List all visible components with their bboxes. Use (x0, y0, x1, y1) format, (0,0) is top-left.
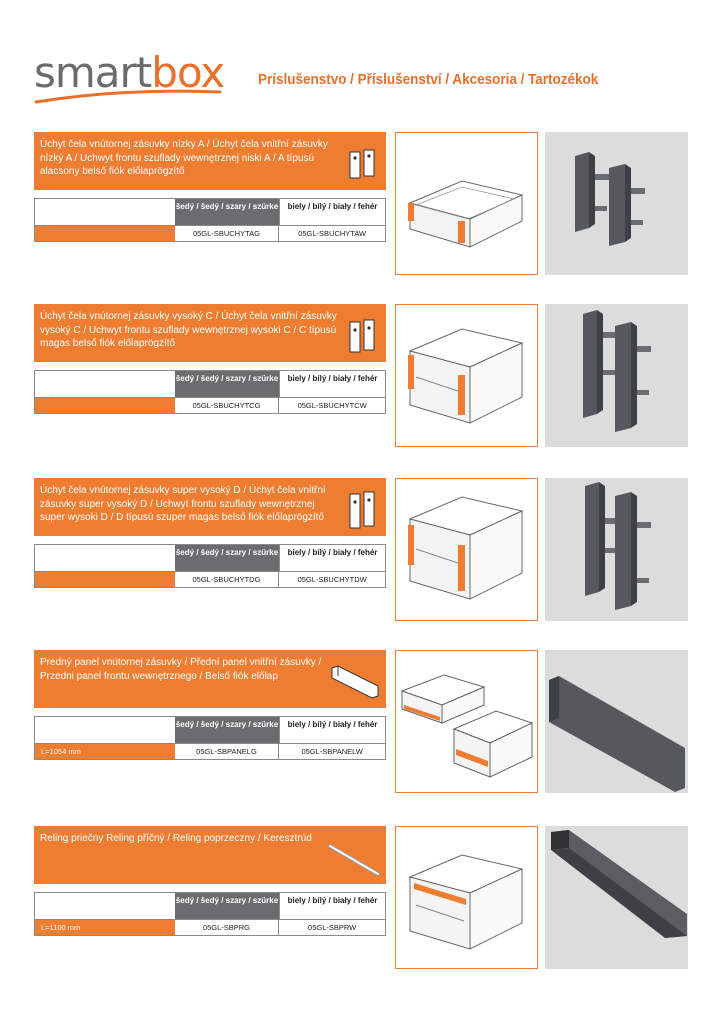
code-grey: 05GL-SBPANELG (196, 747, 257, 756)
product-table (34, 544, 386, 588)
front-panel-icon (330, 664, 380, 700)
logo-text-smart: smart (34, 48, 152, 97)
bracket-pair-photo (545, 304, 688, 447)
drawer-diagram-frame (395, 304, 538, 447)
length-cell (35, 572, 175, 587)
code-white: 05GL-SBPANELW (278, 744, 385, 759)
front-panel-photo (545, 650, 688, 793)
product-title: Úchyt čela vnútornej zásuvky vysoký C / Úchyt čela vnitřní zásuvky vysoký C / Uchwyt frontu szuflady wewnętrznej wysoki C / C típusú magas belső fiók előlaprögzítő (40, 311, 337, 349)
front-fixing-bracket-icon (346, 144, 380, 182)
drawer-high-diagram (396, 305, 536, 445)
product-title-box (34, 304, 386, 362)
logo-text-box: box (151, 48, 225, 97)
grey-color-header: šedý / šedý / szary / szürke (175, 893, 279, 919)
product-table (34, 892, 386, 936)
code-white: 05GL-SBUCHYTAW (278, 226, 385, 241)
grey-color-header: šedý / šedý / szary / szürke (175, 199, 279, 225)
product-title: Predný panel vnútornej zásuvky / Přední panel vnitřní zásuvky / Przedni panel frontu wewnętrznego / Belső fiók előlap (40, 657, 322, 682)
cross-rail-photo (545, 826, 688, 969)
product-title-box (34, 478, 386, 536)
grey-color-header: šedý / šedý / szary / szürke (175, 545, 279, 571)
length-cell (35, 398, 175, 413)
white-color-header: biely / bílý / biały / fehér (279, 893, 385, 919)
grey-color-header: šedý / šedý / szary / szürke (175, 371, 279, 397)
code-grey: 05GL-SBUCHYTDG (192, 575, 261, 584)
code-grey: 05GL-SBPRG (202, 923, 251, 932)
product-table (34, 716, 386, 760)
drawer-low-diagram (396, 133, 536, 273)
cross-rail-icon (326, 842, 382, 880)
product-title: Úchyt čela vnútornej zásuvky super vysoký D / Úchyt čela vnitřní zásuvky super vysoký D / Uchwyt frontu szuflady wewnętrznej super wysoki D / D típusú szuper magas belső fiók előlaprögzítő (40, 485, 326, 523)
product-title: Reling priečny Reling příčný / Reling poprzeczny / Keresztrúd (40, 833, 312, 844)
product-photo-frame (545, 826, 688, 969)
code-white: 05GL-SBPRW (278, 920, 385, 935)
code-white: 05GL-SBUCHYTDW (278, 572, 385, 587)
product-photo-frame (545, 304, 688, 447)
product-photo-frame (545, 132, 688, 275)
product-title-box (34, 650, 386, 708)
white-color-header: biely / bílý / biały / fehér (279, 545, 385, 571)
logo-swoosh-icon (34, 86, 224, 106)
product-title-box (34, 132, 386, 190)
length-cell: L=1100 mm (35, 920, 175, 935)
product-title: Úchyt čela vnútornej zásuvky nízky A / Úchyt čela vnitřní zásuvky nízký A / Uchwyt frontu szuflady wewnętrznej niski A / A típusú alacsony belső fiók előlaprögzítő (40, 139, 328, 177)
product-photo-frame (545, 478, 688, 621)
page-title: Príslušenstvo / Příslušenství / Akcesoria / Tartozékok (258, 72, 599, 88)
product-photo-frame (545, 650, 688, 793)
front-fixing-bracket-icon (346, 316, 380, 356)
drawer-superhigh-diagram (396, 479, 536, 619)
drawer-diagram-frame (395, 650, 538, 793)
code-grey: 05GL-SBUCHYTAG (192, 229, 260, 238)
white-color-header: biely / bílý / biały / fehér (279, 199, 385, 225)
length-cell: L=1054 mm (35, 744, 175, 759)
drawer-panel-diagram (396, 651, 536, 791)
bracket-pair-photo (545, 132, 688, 275)
front-fixing-bracket-icon (346, 490, 380, 534)
drawer-diagram-frame (395, 826, 538, 969)
white-color-header: biely / bílý / biały / fehér (279, 371, 385, 397)
code-grey: 05GL-SBUCHYTCG (192, 401, 261, 410)
code-white: 05GL-SBUCHYTCW (278, 398, 385, 413)
bracket-pair-photo (545, 478, 688, 621)
product-table (34, 370, 386, 414)
white-color-header: biely / bílý / biały / fehér (279, 717, 385, 743)
drawer-rail-diagram (396, 827, 536, 967)
length-cell (35, 226, 175, 241)
product-table (34, 198, 386, 242)
drawer-diagram-frame (395, 132, 538, 275)
grey-color-header: šedý / šedý / szary / szürke (175, 717, 279, 743)
drawer-diagram-frame (395, 478, 538, 621)
